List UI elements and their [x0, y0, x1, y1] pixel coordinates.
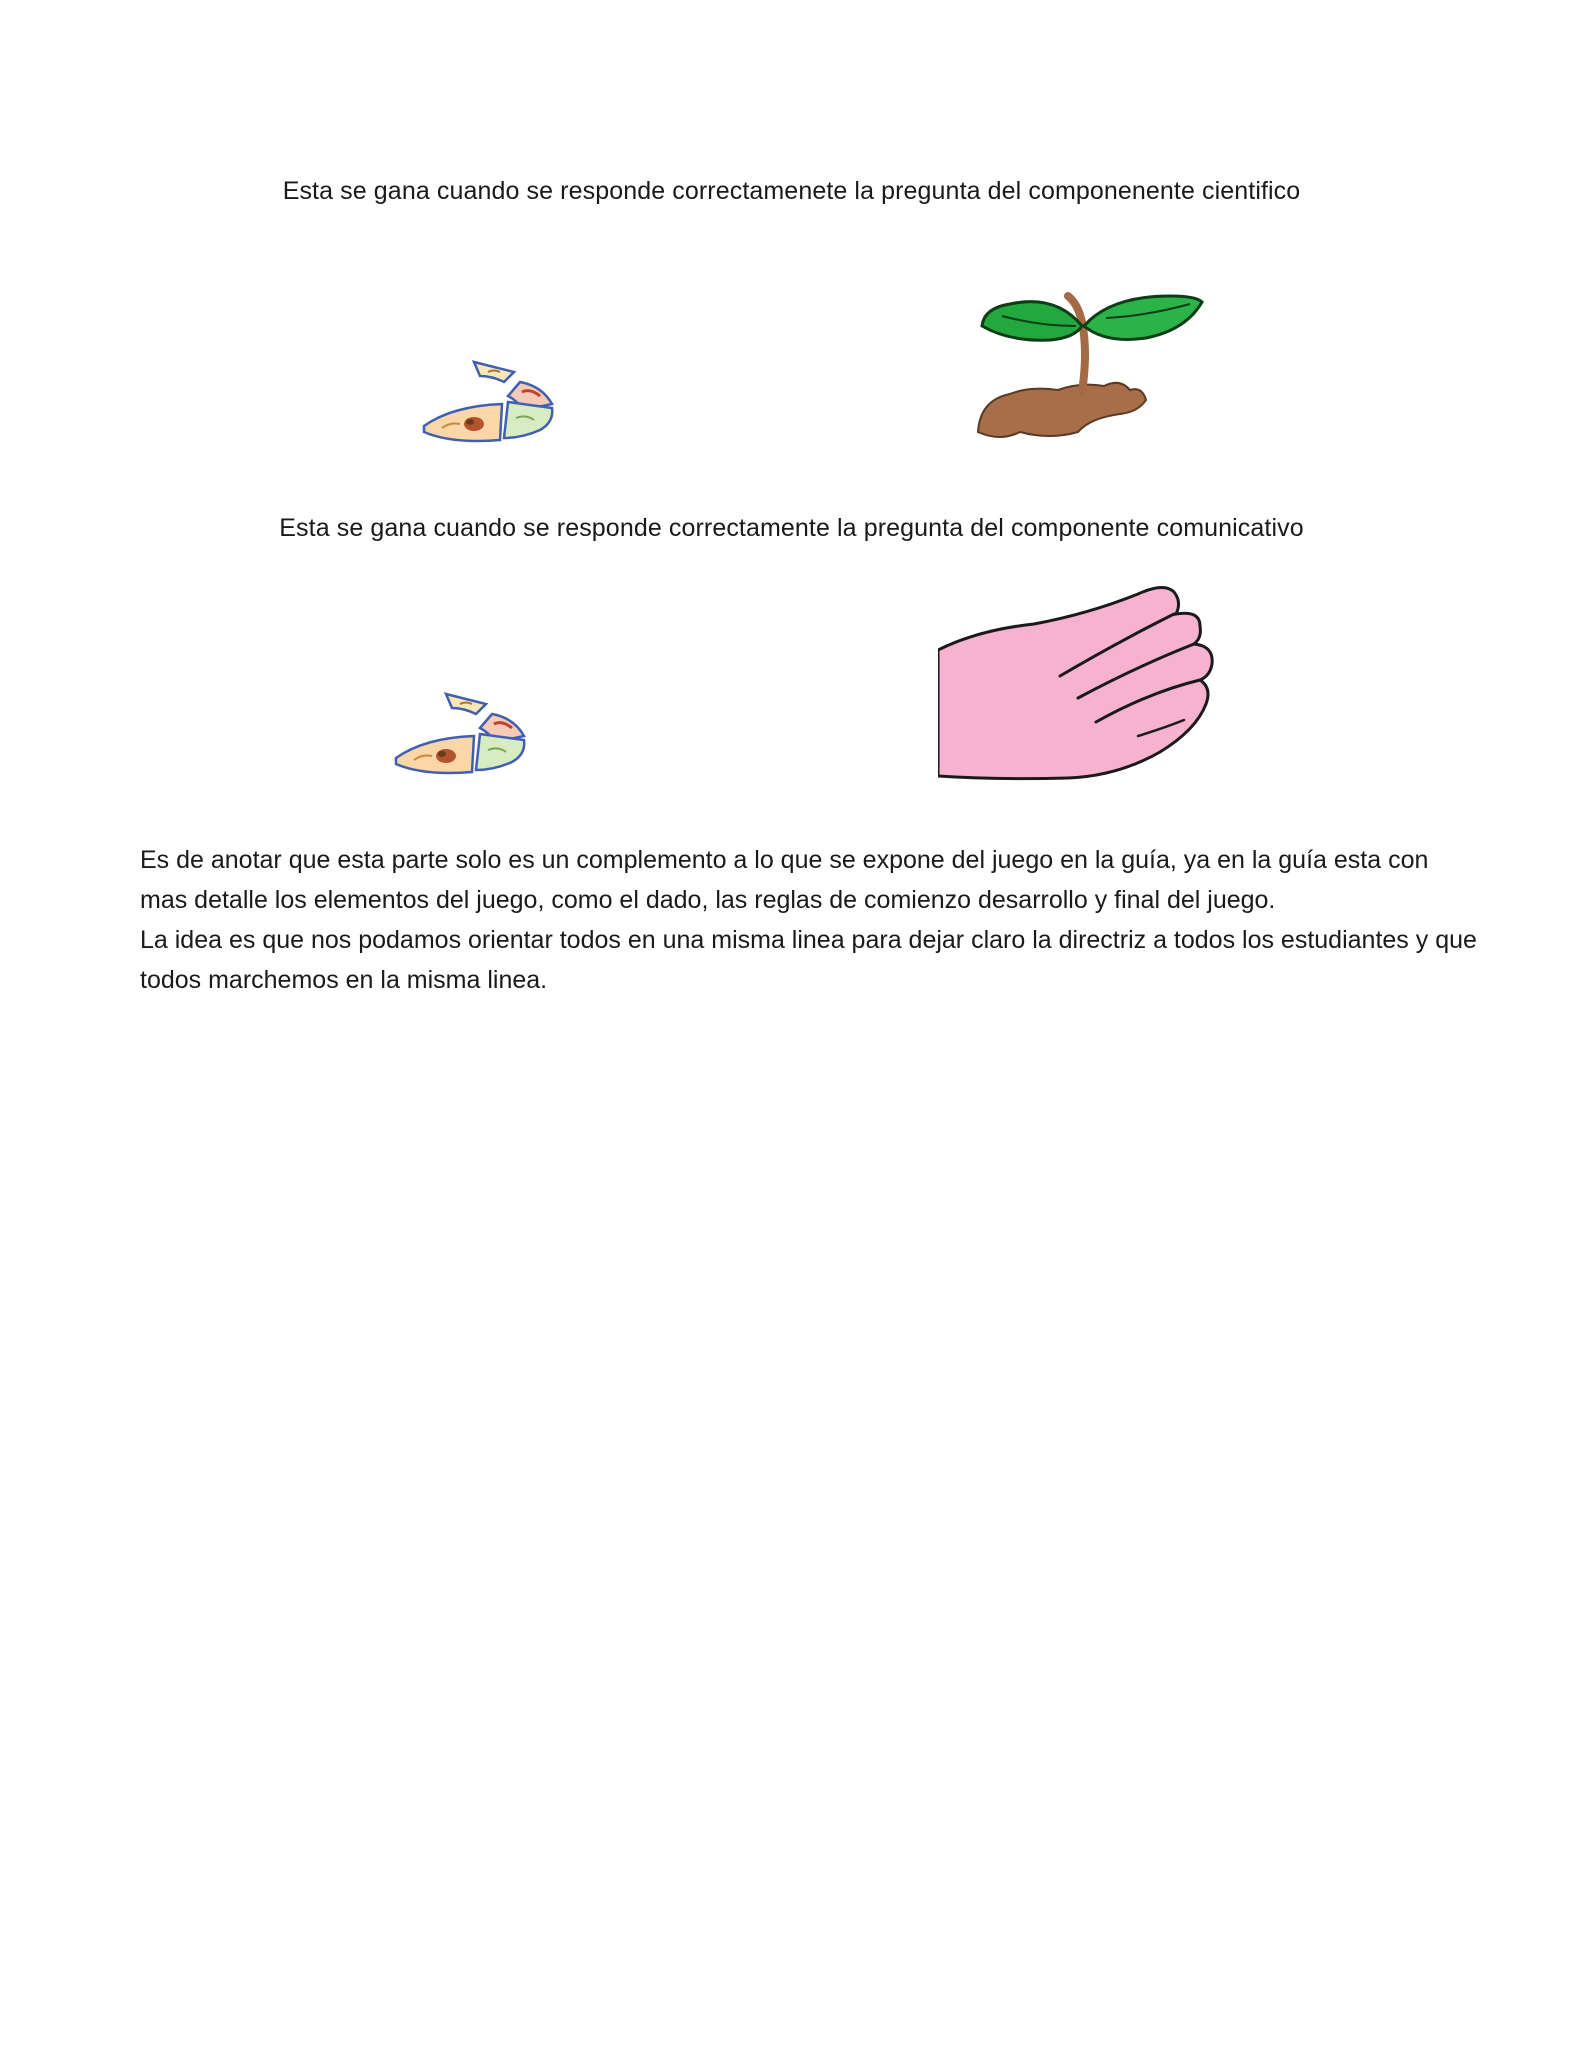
pie-piece-icon — [412, 352, 576, 446]
paragraph-guide-complement: Es de anotar que esta parte solo es un complemento a lo que se expone del juego en la guía, ya en la guía esta con mas detalle los elementos del juego, como el dado, las reglas de comienzo desarrollo y final del juego. — [140, 846, 1429, 914]
pie-piece-icon — [384, 684, 548, 778]
paragraph-common-line: La idea es que nos podamos orientar todos en una misma linea para dejar claro la directriz a todos los estudiantes y que todos marchemos en la misma linea. — [140, 926, 1477, 994]
sprout-icon — [970, 282, 1210, 452]
caption-communicative: Esta se gana cuando se responde correctamente la pregunta del componente comunicativo — [279, 514, 1304, 542]
open-hand-icon — [938, 580, 1228, 785]
body-paragraphs — [140, 840, 1480, 1000]
caption-scientific: Esta se gana cuando se responde correctamenete la pregunta del componenente cientifico — [282, 177, 1301, 205]
